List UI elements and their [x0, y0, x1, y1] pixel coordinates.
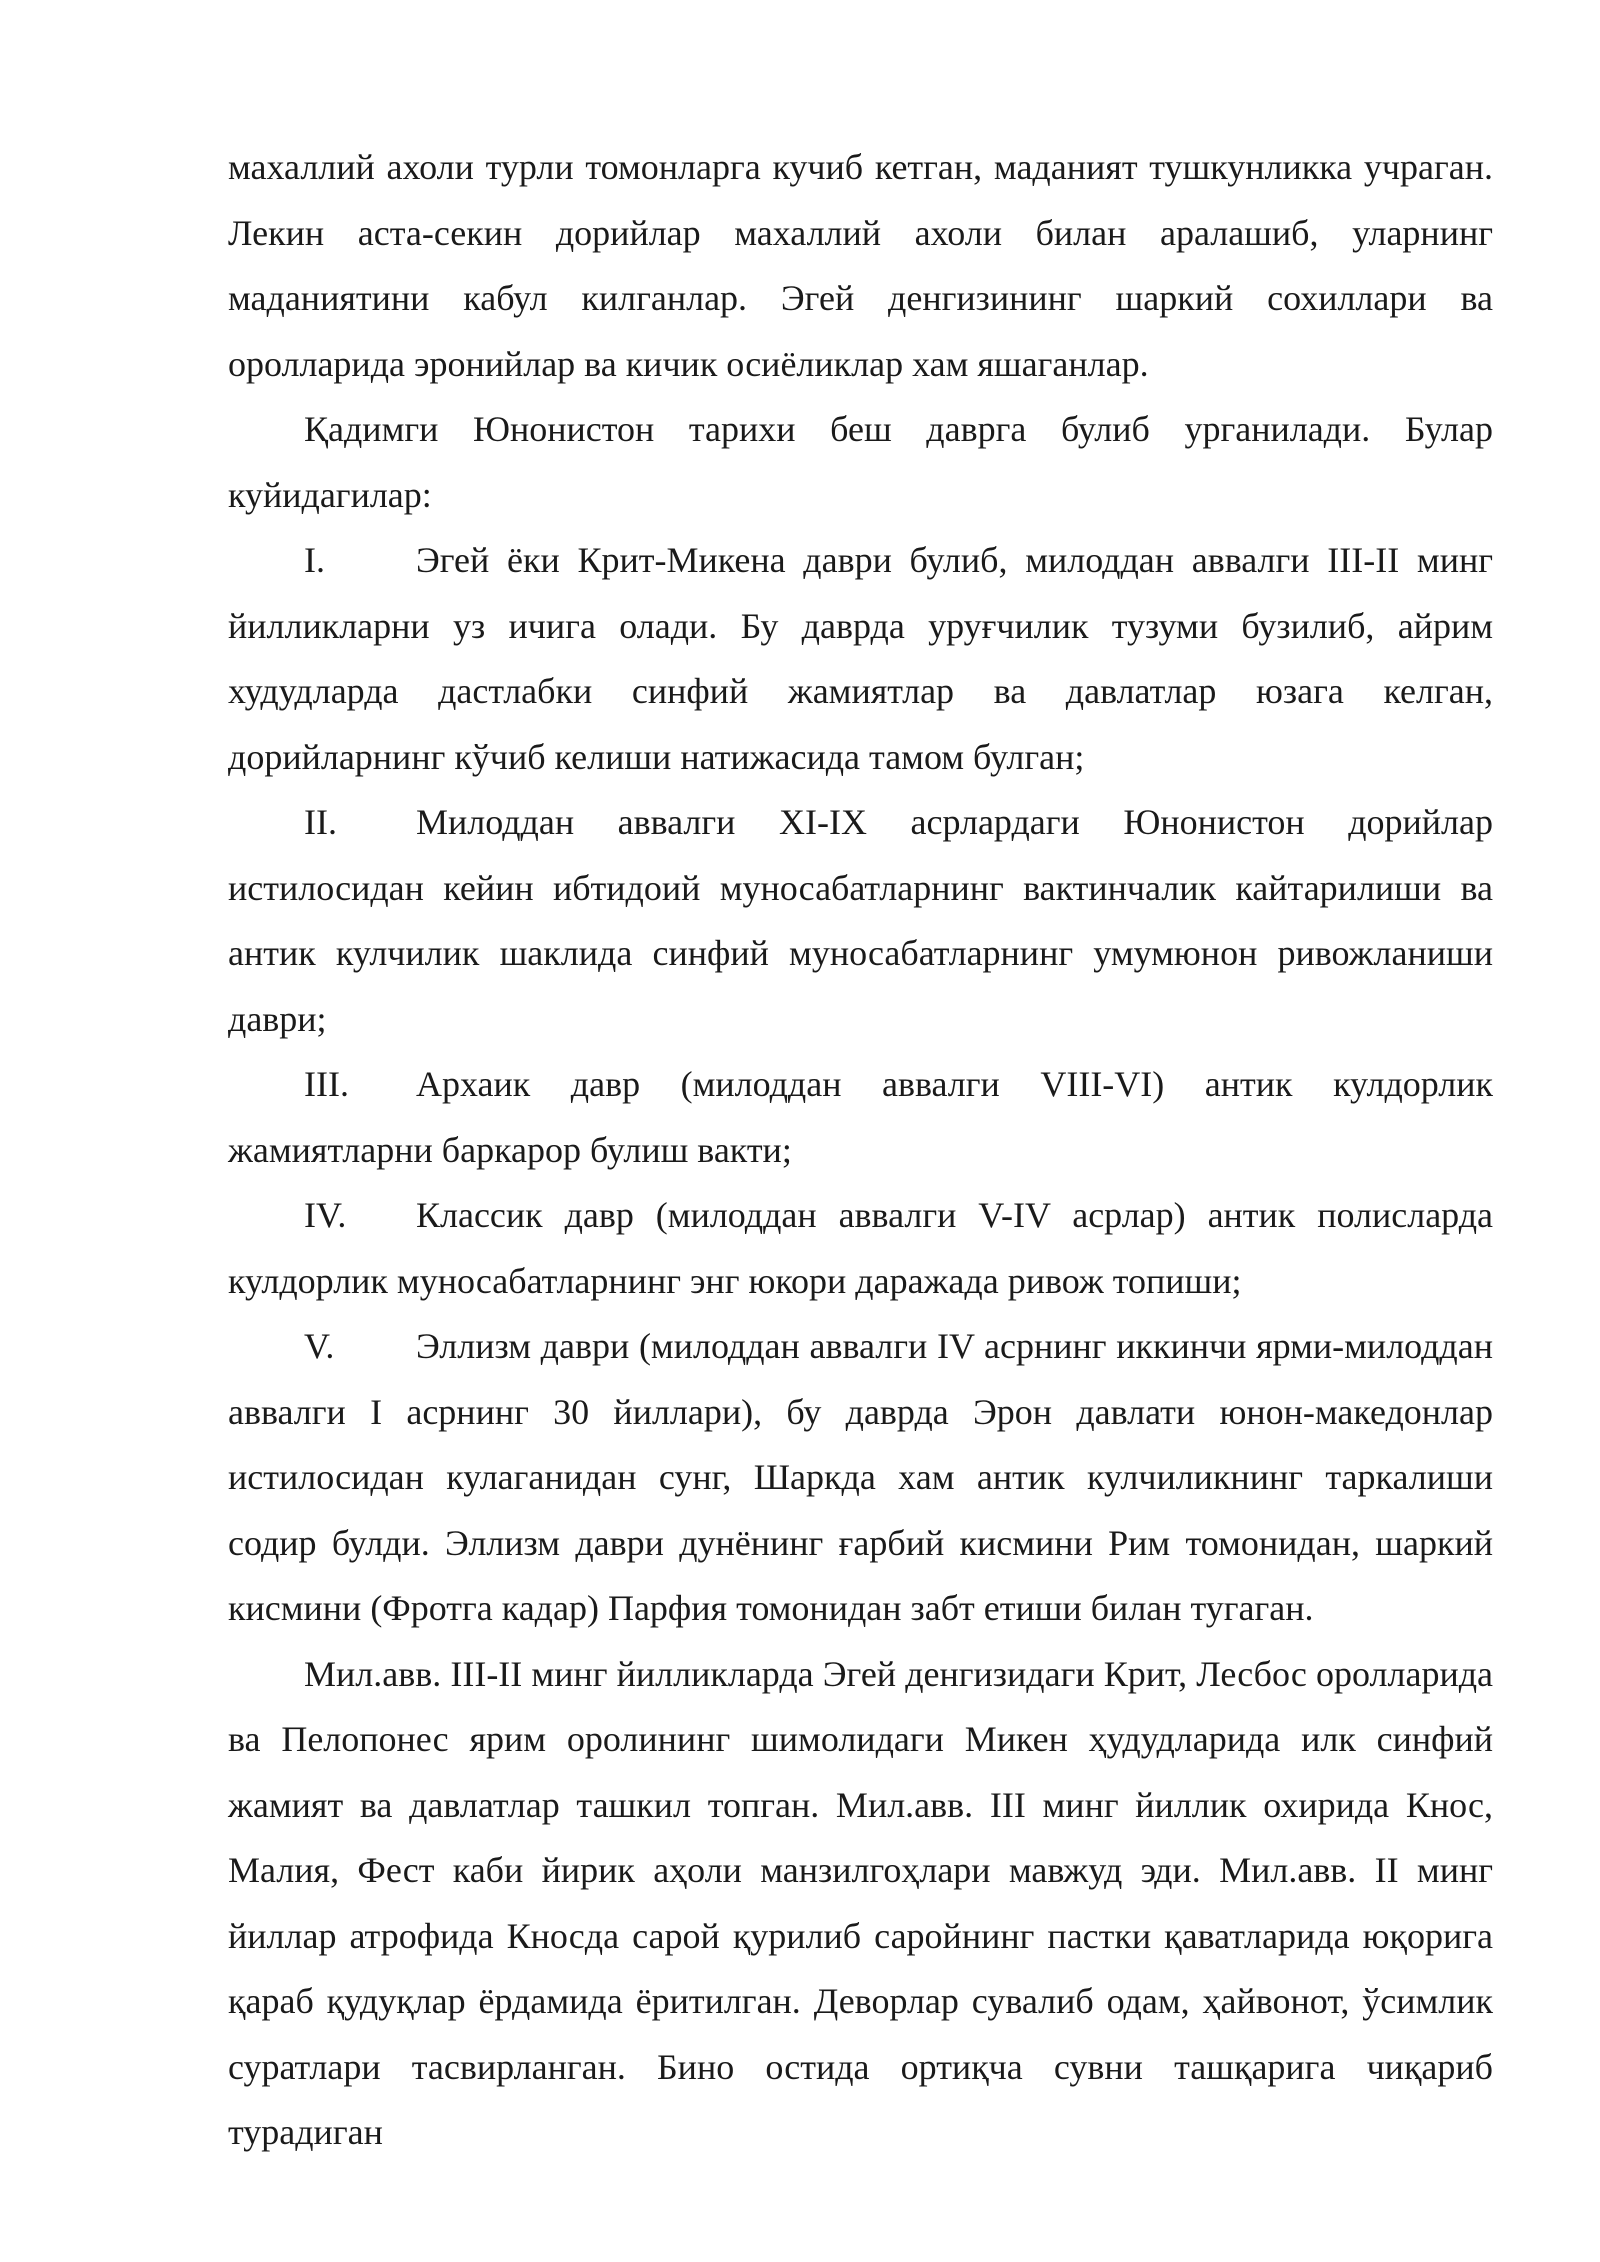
list-item-period-2	[228, 790, 1493, 1052]
list-item-number: V.	[304, 1326, 335, 1366]
list-item-text: Эллизм даври (милоддан аввалги IV асрнинг иккинчи ярми-милоддан аввалги I асрнинг 30 йиллари), бу даврда Эрон давлати юнон-македонлар истилосидан кулаганидан сунг, Шаркда хам антик кулчиликнинг таркалиши содир булди. Эллизм даври дунёнинг ғарбий кисмини Рим томонидан, шаркий кисмини (Фротга кадар) Парфия томонидан забт етиши билан тугаган.	[228, 1326, 1493, 1628]
paragraph-aegean: Мил.авв. III-II минг йилликларда Эгей денгизидаги Крит, Лесбос оролларида ва Пелопонес ярим оролининг шимолидаги Микен ҳудудларида илк синфий жамият ва давлатлар ташкил топган. Мил.авв. III минг йиллик охирида Кнос, Малия, Фест каби йирик аҳоли манзилгоҳлари мавжуд эди. Мил.авв. II минг йиллар атрофида Кносда сарой қурилиб саройнинг пастки қаватларида юқорига қараб қудуқлар ёрдамида ёритилган. Деворлар сувалиб одам, ҳайвонот, ўсимлик суратлари тасвирланган. Бино остида ортиқча сувни ташқарига чиқариб турадиган	[228, 1653, 1493, 2152]
list-item-period-4	[228, 1183, 1493, 1314]
list-item-text: Архаик давр (милоддан аввалги VIII-VI) антик кулдорлик жамиятларни баркарор булиш вакти;	[228, 1064, 1493, 1170]
list-item-number: I.	[304, 540, 325, 580]
list-item-number: IV.	[304, 1195, 347, 1235]
list-item-period-1	[228, 528, 1493, 790]
document-page	[228, 135, 1493, 2166]
list-item-period-3	[228, 1052, 1493, 1183]
list-item-text: Милоддан аввалги XI-IX асрлардаги Юнонистон дорийлар истилосидан кейин ибтидоий муносабатларнинг вактинчалик кайтарилиши ва антик кулчилик шаклида синфий муносабатларнинг умумюнон ривожланиши даври;	[228, 802, 1493, 1039]
list-item-number: III.	[304, 1064, 349, 1104]
list-item-number: II.	[304, 802, 337, 842]
list-item-text: Эгей ёки Крит-Микена даври булиб, милоддан аввалги III-II минг йилликларни уз ичига олади. Бу даврда уруғчилик тузуми бузилиб, айрим худудларда дастлабки синфий жамиятлар ва давлатлар юзага келган, дорийларнинг кўчиб келиши натижасида тамом булган;	[228, 540, 1493, 777]
list-item-text: Классик давр (милоддан аввалги V-IV асрлар) антик полисларда кулдорлик муносабатларнинг энг юкори даражада ривож топиши;	[228, 1195, 1493, 1301]
periods-list	[228, 528, 1493, 1642]
paragraph-periods-intro: Қадимги Юнонистон тарихи беш даврга булиб урганилади. Булар куйидагилар:	[228, 409, 1493, 515]
list-item-period-5	[228, 1314, 1493, 1642]
paragraph-intro: махаллий ахоли турли томонларга кучиб кетган, маданият тушкунликка учраган. Лекин аста-секин дорийлар махаллий ахоли билан аралашиб, уларнинг маданиятини кабул килганлар. Эгей денгизининг шаркий сохиллари ва оролларида эронийлар ва кичик осиёликлар хам яшаганлар.	[228, 147, 1493, 384]
